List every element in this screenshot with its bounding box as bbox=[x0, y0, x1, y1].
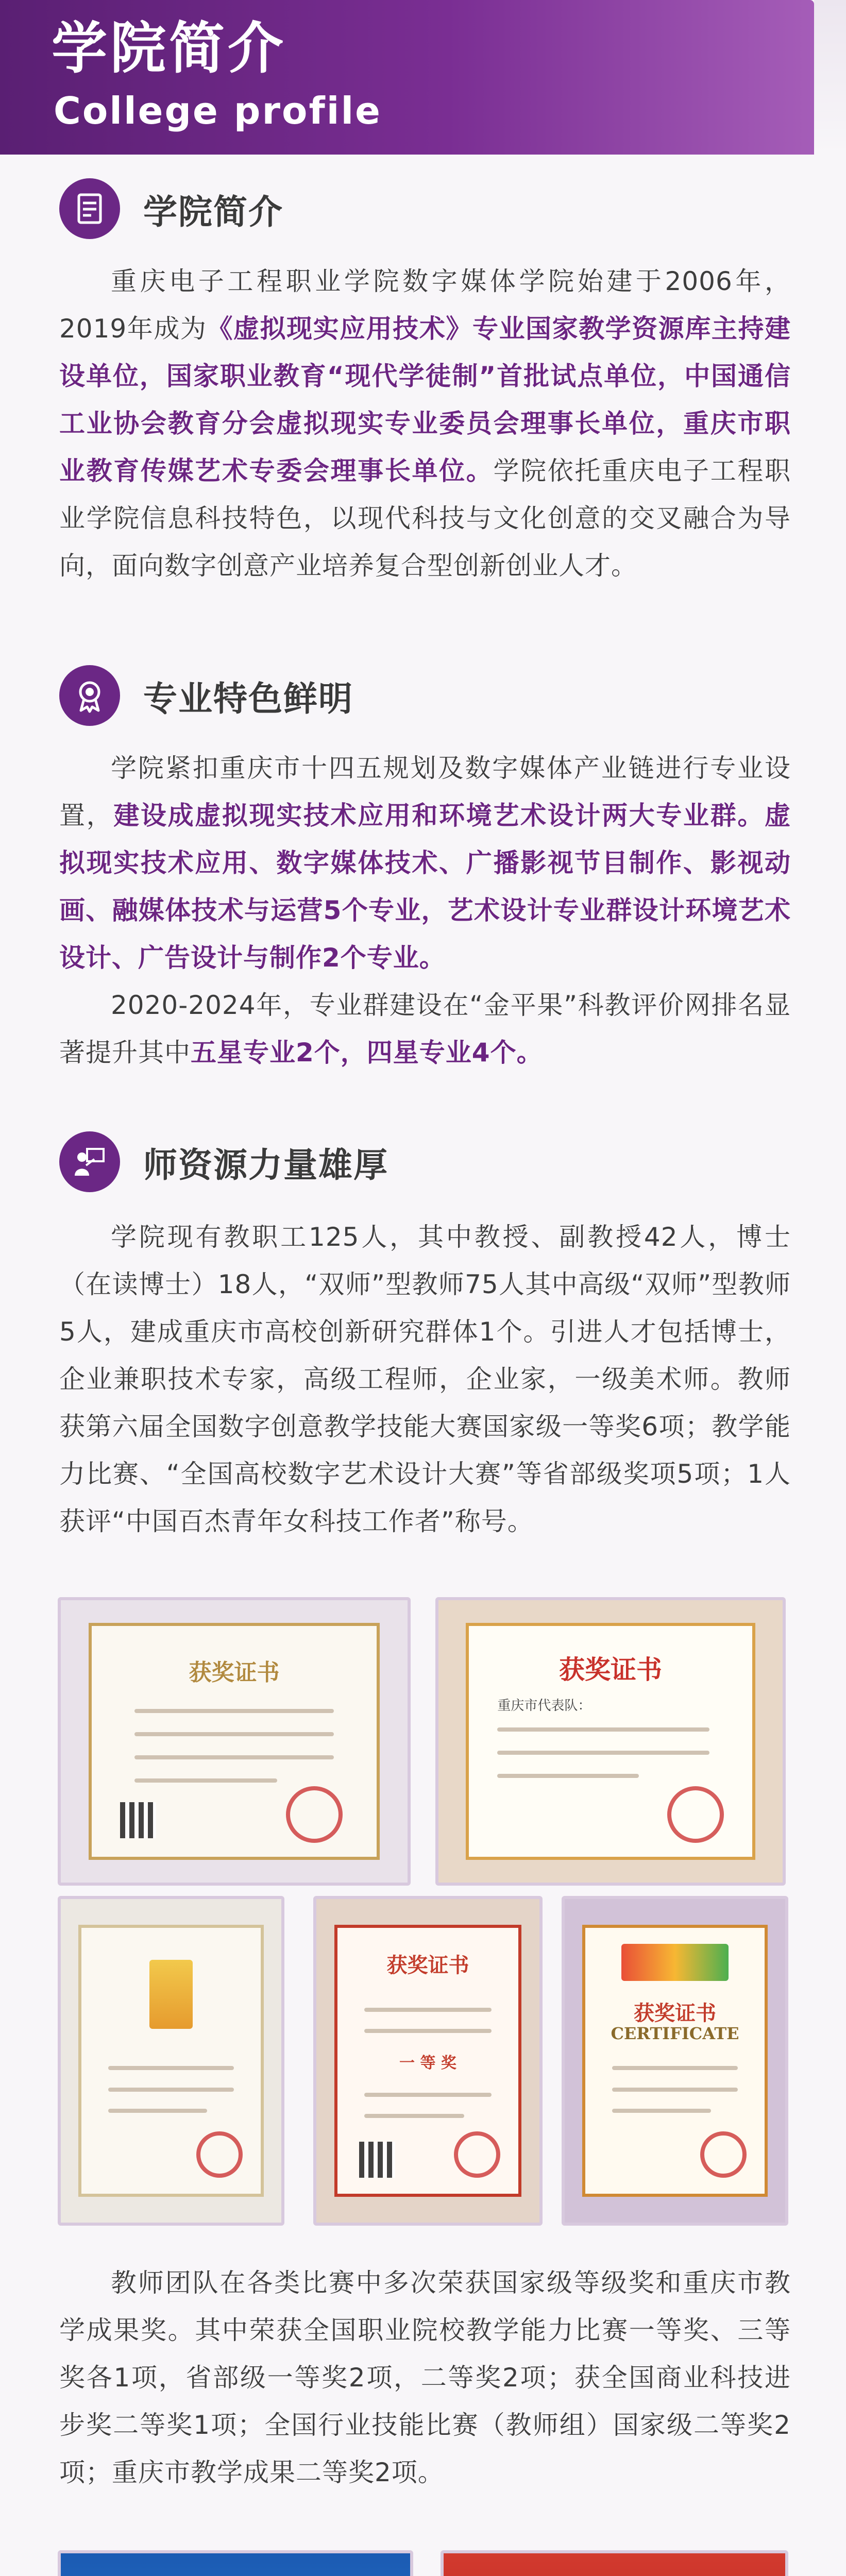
section-heading-faculty bbox=[59, 1128, 388, 1195]
specialty-text-2: 2020-2024年，专业群建设在“金平果”科教评价网排名显著提升其中 bbox=[59, 990, 791, 1067]
specialty-highlight-2: 五星专业2个，四星专业4个。 bbox=[191, 1038, 543, 1067]
teacher-icon bbox=[59, 1131, 120, 1192]
certificate-photo-1 bbox=[58, 1597, 411, 1886]
faculty-paragraph-1 bbox=[59, 1213, 791, 1545]
header-title-cn: 学院简介 bbox=[52, 16, 287, 81]
intro-paragraph bbox=[59, 258, 791, 589]
section-heading-intro bbox=[59, 175, 283, 242]
specialty-text-1: 学院紧扣重庆市十四五规划及数字媒体产业链进行专业设置， bbox=[59, 753, 791, 831]
certificate-4-grade: 一 等 奖 bbox=[399, 2054, 456, 2073]
certificate-5-en: CERTIFICATE bbox=[611, 2023, 739, 2043]
faculty-paragraph-2 bbox=[59, 2259, 791, 2496]
contest-logo bbox=[621, 1944, 729, 1981]
certificate-photo-5 bbox=[562, 1896, 788, 2226]
intro-text-1: 重庆电子工程职业学院数字媒体学院始建于2006年，2019年成为 bbox=[59, 266, 791, 344]
section-title-intro: 学院简介 bbox=[143, 192, 283, 232]
certificate-4-title: 获奖证书 bbox=[386, 1953, 469, 1978]
award-ribbon-icon bbox=[59, 665, 120, 726]
header-edge bbox=[814, 0, 846, 155]
specialty-highlight-1: 建设成虚拟现实技术应用和环境艺术设计两大专业群。虚拟现实技术应用、数字媒体技术、广播影视节目制作、影视动画、融媒体技术与运营5个专业，艺术设计专业群设计环境艺术设计、广告设计与制作2个专业。 bbox=[59, 801, 791, 973]
certificate-photo-3 bbox=[58, 1896, 284, 2226]
header-title-en: College profile bbox=[54, 89, 382, 132]
certificate-2-title: 获奖证书 bbox=[559, 1654, 662, 1685]
intro-text-2: 学院依托重庆电子工程职业学院信息科技特色，以现代科技与文化创意的交叉融合为导向，面向数字创意产业培养复合型创新创业人才。 bbox=[59, 456, 791, 581]
certificate-2-name: 重庆市代表队： bbox=[497, 1698, 591, 1714]
certificate-5-title: 获奖证书 bbox=[634, 2001, 716, 2026]
trophy-emblem bbox=[149, 1960, 192, 2029]
event-photo-2 bbox=[441, 2550, 788, 2576]
page-header bbox=[0, 0, 814, 155]
certificate-photo-4 bbox=[313, 1896, 543, 2226]
certificate-photo-2 bbox=[435, 1597, 786, 1886]
section-heading-specialty bbox=[59, 662, 353, 729]
faculty-text-1: 学院现有教职工125人，其中教授、副教授42人，博士（在读博士）18人，“双师”型教师75人其中高级“双师”型教师5人，建成重庆市高校创新研究群体1个。引进人才包括博士，企业兼职技术专家，高级工程师，企业家，一级美术师。教师获第六届全国数字创意教学技能大赛国家级一等奖6项；教学能力比赛、“全国高校数字艺术设计大赛”等省部级奖项5项；1人获评“中国百杰青年女科技工作者”称号。 bbox=[59, 1222, 791, 1536]
faculty-text-2: 教师团队在各类比赛中多次荣获国家级等级奖和重庆市教学成果奖。其中荣获全国职业院校教学能力比赛一等奖、三等奖各1项，省部级一等奖2项，二等奖2项；获全国商业科技进步奖二等奖1项；全国行业技能比赛（教师组）国家级二等奖2项；重庆市教学成果二等奖2项。 bbox=[59, 2268, 791, 2487]
event-photo-1 bbox=[58, 2550, 413, 2576]
intro-highlight: 《虚拟现实应用技术》专业国家教学资源库主持建设单位，国家职业教育“现代学徒制”首批试点单位，中国通信工业协会教育分会虚拟现实专业委员会理事长单位，重庆市职业教育传媒艺术专委会理事长单位。 bbox=[59, 314, 791, 486]
document-icon bbox=[59, 178, 120, 239]
section-title-faculty: 师资源力量雄厚 bbox=[143, 1145, 388, 1185]
specialty-paragraph bbox=[59, 744, 791, 1076]
certificate-1-title: 获奖证书 bbox=[189, 1659, 280, 1686]
section-title-specialty: 专业特色鲜明 bbox=[143, 679, 353, 719]
